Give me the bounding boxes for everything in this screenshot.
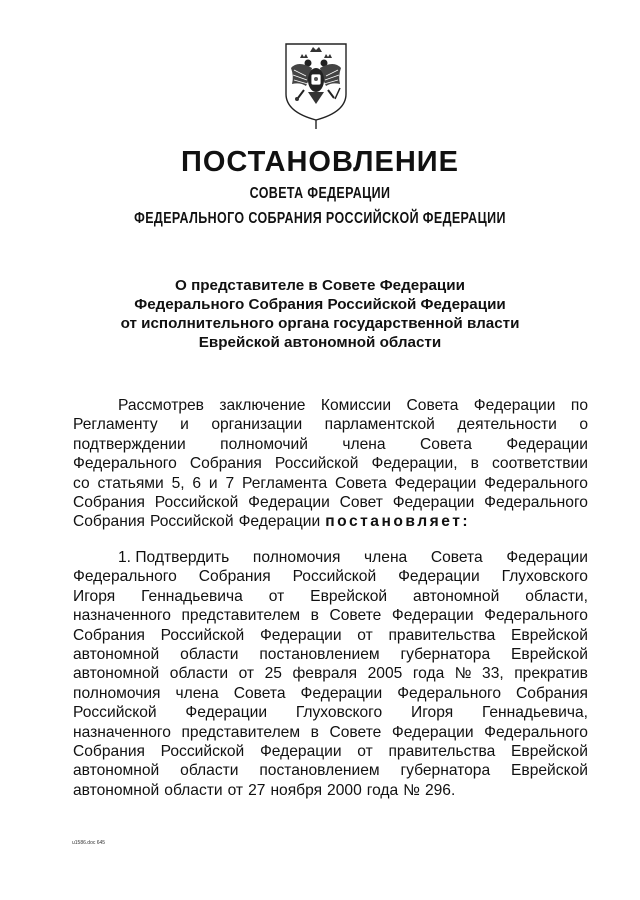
word: Федерации (248, 494, 330, 512)
word: Федерации (259, 743, 342, 761)
word: Совета (406, 397, 459, 414)
word: члена (342, 435, 386, 453)
word: губернатора (400, 646, 491, 664)
word: Рассмотрев (118, 397, 204, 414)
word: Еврейской (511, 626, 588, 644)
preamble-paragraph (73, 396, 588, 532)
heading-line: Федерального Собрания Российской Федерации (134, 296, 506, 313)
word: 7 (225, 474, 235, 492)
heading-line: О представителе в Совете Федерации (175, 277, 465, 294)
word: Федерации (185, 704, 268, 722)
word: Еврейской (511, 646, 588, 664)
word: Федерального (484, 723, 588, 741)
word: от (357, 626, 373, 644)
word: Совета (430, 549, 483, 566)
resolution-heading (60, 276, 580, 352)
word: полномочия (73, 684, 161, 702)
word: Федерации (238, 513, 321, 531)
word: автономной (413, 587, 500, 605)
word: Собрания (73, 743, 145, 761)
word: Еврейской (511, 762, 588, 780)
word: Российской (154, 494, 239, 512)
word: Федерации (398, 568, 480, 586)
word: 25 (264, 665, 282, 683)
word: Российской (274, 455, 359, 473)
word: губернатора (400, 762, 491, 780)
word: 1. Подтвердить (118, 549, 230, 566)
word: Совет (339, 494, 383, 512)
word: со (73, 474, 90, 492)
word: постановлением (259, 762, 380, 780)
word: Федерального (397, 684, 502, 702)
text-line (73, 548, 588, 567)
word: члена (175, 684, 219, 702)
text-line (73, 435, 588, 454)
word: 2005 (367, 665, 403, 683)
word: заключение (219, 397, 306, 414)
word: Совета (233, 684, 286, 702)
word: постановлением (259, 646, 380, 664)
word: от (238, 665, 255, 683)
document-code: u1586.doc 645 (72, 840, 106, 846)
heading-line: Еврейской автономной области (198, 334, 442, 351)
text-line (73, 454, 588, 473)
word: деятельности (457, 416, 557, 434)
issuer-line-1: СОВЕТА ФЕДЕРАЦИИ (249, 185, 391, 202)
heading-line: от исполнительного органа государственной власти (120, 315, 520, 332)
word: полномочия (252, 549, 341, 566)
word: Собрания (189, 455, 262, 473)
word: автономной (73, 646, 160, 664)
word: Российской (292, 568, 377, 586)
word: Собрания (73, 626, 145, 644)
document-title: ПОСТАНОВЛЕНИЕ (181, 146, 459, 178)
word: Федерации (506, 549, 588, 566)
text-line (73, 567, 588, 586)
text-line (73, 781, 588, 800)
word: Федерации (391, 723, 474, 741)
word: автономной (73, 665, 160, 683)
word: ноября (270, 781, 323, 799)
word: Собрания (73, 494, 145, 512)
word: 6 (192, 474, 202, 492)
word: Совете (329, 723, 382, 741)
word: Федерального (484, 607, 588, 625)
text-line (73, 415, 588, 434)
word: области (180, 646, 239, 664)
coat-of-arms-icon (282, 38, 350, 130)
word: Игоря (73, 587, 116, 605)
word: в (470, 455, 479, 473)
word: представителем (181, 607, 301, 625)
text-line (73, 626, 588, 645)
word: представителем (181, 723, 301, 741)
word: области (164, 781, 223, 799)
word: Федерации (300, 684, 383, 702)
word: Совета (334, 474, 387, 492)
word: в (310, 723, 319, 741)
word: 33, (482, 665, 504, 683)
word: 27 (248, 781, 266, 799)
text-line (73, 664, 588, 683)
word: № (454, 665, 472, 683)
word: Совета (420, 435, 472, 453)
text-line (73, 606, 588, 625)
word: парламентской (324, 416, 435, 434)
word: подтверждении (73, 435, 186, 453)
word: Российской (160, 626, 245, 644)
word: Еврейской (511, 743, 588, 761)
word: от (357, 743, 373, 761)
word: Регламента (241, 474, 328, 492)
word: соответствии (491, 455, 588, 473)
word: Федерального (484, 494, 588, 512)
word: по (570, 397, 588, 414)
word: Геннадьевича (141, 587, 243, 605)
decree-word: постановляет: (325, 513, 471, 531)
word: от (227, 781, 244, 799)
word: члена (364, 549, 408, 566)
word: от (268, 587, 285, 605)
word: Собрания (516, 684, 588, 702)
text-line (73, 723, 588, 742)
word: автономной (73, 762, 160, 780)
word: полномочий (220, 435, 308, 453)
text-line (73, 742, 588, 761)
text-line (73, 396, 588, 415)
word: области, (525, 587, 588, 605)
word: Федерального (73, 568, 177, 586)
word: и (208, 474, 218, 492)
word: Еврейской (310, 587, 388, 605)
word: правительства (388, 743, 496, 761)
word: Федерации (259, 626, 342, 644)
word: Федерации (394, 474, 477, 492)
word: о (579, 416, 588, 434)
word: Геннадьевича, (481, 704, 588, 722)
word: Федерального (73, 455, 177, 473)
word: Федерации (391, 607, 474, 625)
word: года (412, 665, 445, 683)
word: Совете (329, 607, 382, 625)
word: прекратив (514, 665, 588, 683)
word: Регламенту (73, 416, 158, 434)
word: Федерального (484, 474, 588, 492)
word: и (180, 416, 189, 434)
word: 296. (424, 781, 456, 799)
text-line (73, 474, 588, 493)
word: Федерации (392, 494, 475, 512)
text-line (73, 684, 588, 703)
word: Глуховского (295, 704, 383, 722)
word: 2000 (327, 781, 362, 799)
text-line (73, 587, 588, 606)
text-line (73, 761, 588, 780)
word: Глуховского (501, 568, 588, 586)
word: года (366, 781, 399, 799)
word: Игоря (411, 704, 454, 722)
text-line (73, 703, 588, 722)
word: статьями (97, 474, 164, 492)
word: Федерации, (371, 455, 458, 473)
point-1-paragraph (73, 548, 588, 800)
word: Собрания (73, 513, 145, 531)
word: Собрания (198, 568, 271, 586)
text-line (73, 493, 588, 512)
issuer-line-2: ФЕДЕРАЛЬНОГО СОБРАНИЯ РОССИЙСКОЙ ФЕДЕРАЦИИ (134, 210, 506, 227)
word: области (180, 762, 239, 780)
text-line (73, 512, 588, 531)
word: Российской (160, 743, 245, 761)
word: назначенного (73, 607, 171, 625)
word: назначенного (73, 723, 171, 741)
word: Федерации (506, 435, 588, 453)
word: февраля (292, 665, 358, 683)
word: № (403, 781, 420, 799)
word: Российской (73, 704, 157, 722)
word: автономной (73, 781, 160, 799)
word: в (310, 607, 319, 625)
word: Российской (149, 513, 234, 531)
word: 5, (171, 474, 185, 492)
word: организации (211, 416, 303, 434)
word: области (169, 665, 229, 683)
word: Комиссии (320, 397, 392, 414)
text-line (73, 645, 588, 664)
word: правительства (388, 626, 496, 644)
word: Федерации (473, 397, 556, 414)
